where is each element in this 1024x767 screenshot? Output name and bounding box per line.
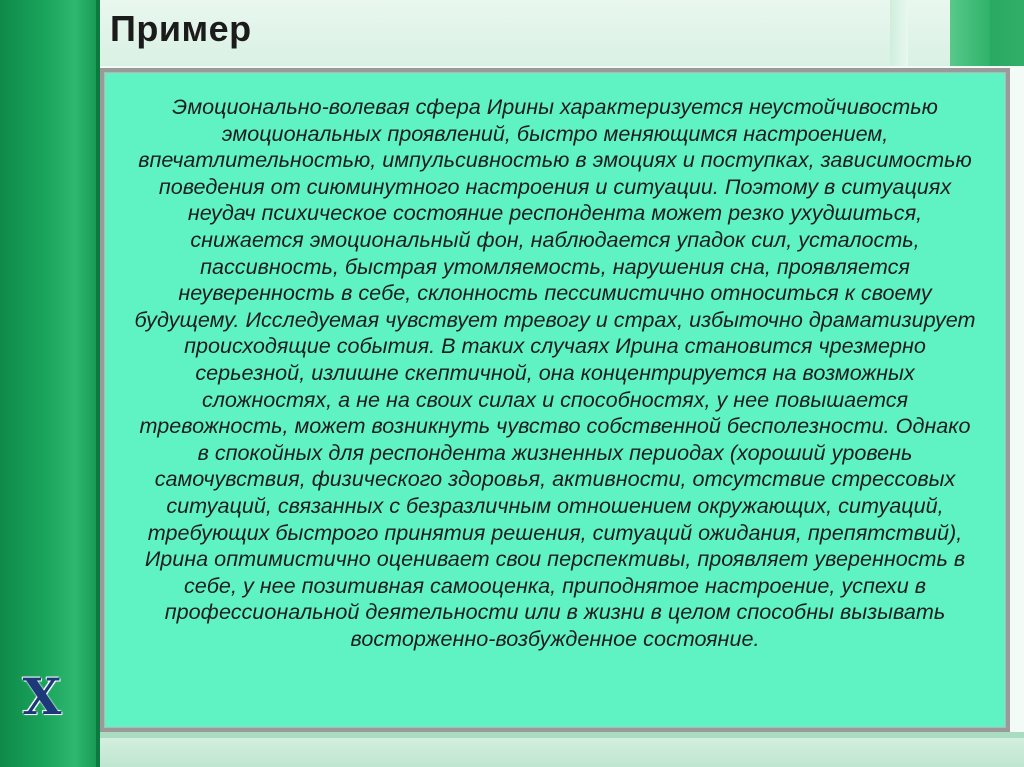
slide-title: Пример — [110, 8, 252, 49]
x-mark-icon: X — [22, 667, 62, 726]
decorative-stripe — [990, 0, 1024, 66]
decorative-stripe — [890, 0, 908, 66]
content-box — [100, 68, 1010, 732]
decorative-stripe — [950, 0, 990, 66]
left-decorative-band — [0, 0, 100, 767]
bottom-decorative-strip — [100, 732, 1024, 767]
body-paragraph: Эмоционально-волевая сфера Ирины характеризуется неустойчивостью эмоциональных проявлений, быстро меняющимся настроением, впечатлительностью, импульсивностью в эмоциях и поступках, зависимостью поведения от сиюминутного настроения и ситуации. Поэтому в ситуациях неудач психическое состояние респондента может резко ухудшиться, снижается эмоциональный фон, наблюдается упадок сил, усталость, пассивность, быстрая утомляемость, нарушения сна, проявляется неуверенность в себе, склонность пессимистично относиться к своему будущему. Исследуемая чувствует тревогу и страх, избыточно драматизирует происходящие события. В таких случаях Ирина становится чрезмерно серьезной, излишне скептичной, она концентрируется на возможных сложностях, а не на своих силах и способностях, у нее повышается тревожность, может возникнуть чувство собственной бесполезности. Однако в спокойных для респондента жизненных периодах (хороший уровень самочувствия, физического здоровья, активности, отсутствие стрессовых ситуаций, связанных с безразличным отношением окружающих, ситуаций, требующих быстрого принятия решения, ситуаций ожидания, препятствий), Ирина оптимистично оценивает свои перспективы, проявляет уверенность в себе, у нее позитивная самооценка, приподнятое настроение, успехи в профессиональной деятельности или в жизни в целом способны вызывать восторженно-возбужденное состояние. — [134, 94, 976, 651]
